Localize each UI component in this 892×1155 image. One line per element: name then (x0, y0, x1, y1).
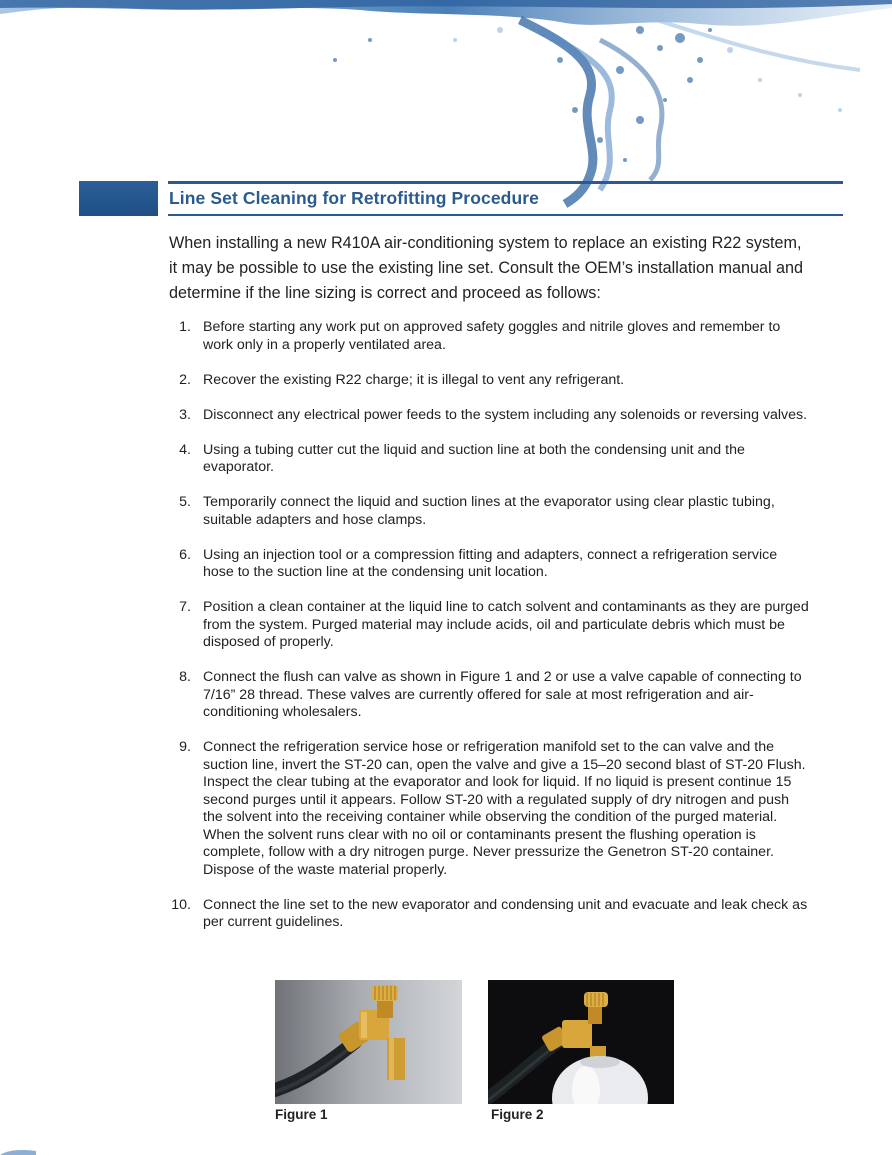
step-text: Recover the existing R22 charge; it is illegal to vent any refrigerant. (203, 371, 625, 388)
list-item (169, 407, 809, 425)
step-number: 1. (179, 319, 191, 335)
list-item (169, 372, 809, 390)
step-text: Before starting any work put on approved safety goggles and nitrile gloves and remember to work only in a properly ventilated area. (203, 319, 781, 353)
section-color-block (79, 181, 158, 216)
step-text: Temporarily connect the liquid and suction lines at the evaporator using clear plastic tubing, suitable adapters and hose clamps. (203, 494, 775, 528)
step-text: Using an injection tool or a compression fitting and adapters, connect a refrigeration service hose to the suction line at the condensing unit location. (203, 546, 778, 580)
procedure-steps (169, 319, 809, 949)
corner-water-accent (0, 1148, 36, 1155)
step-number: 6. (179, 546, 191, 563)
page-title: Line Set Cleaning for Retrofitting Procedure (169, 188, 539, 208)
step-text: Connect the flush can valve as shown in Figure 1 and 2 or use a valve capable of connecting to 7/16” 28 thread. These valves are currently offered for sale at most refrigeration and air-conditioning wholesalers. (203, 669, 802, 720)
list-item (169, 897, 809, 932)
step-number: 2. (179, 371, 191, 388)
step-number: 10. (171, 896, 191, 913)
list-item (169, 739, 809, 879)
step-number: 7. (179, 599, 191, 615)
figure-2-caption: Figure 2 (491, 1107, 544, 1122)
figure-1-caption: Figure 1 (275, 1107, 328, 1122)
list-item (169, 669, 809, 722)
figure-2-photo (488, 980, 674, 1104)
step-number: 9. (179, 739, 191, 755)
valve-on-hose-icon (275, 980, 462, 1104)
valve-on-can-icon (488, 980, 674, 1104)
list-item (169, 442, 809, 477)
step-text: Connect the refrigeration service hose or refrigeration manifold set to the can valve and the suction line, invert the ST-20 can, open the valve and give a 15–20 second blast of ST-20 Flush. Inspect the clear tubing at the evaporator and look for liquid. If no liquid is present continue 15 second purges until it appears. Follow ST-20 with a regulated supply of dry nitrogen and push the solvent into the receiving container while observing the condition of the purged material. When the solvent runs clear with no oil or contaminants present the flushing operation is complete, follow with a dry nitrogen purge. Never pressurize the Genetron ST-20 container. Dispose of the waste material properly. (203, 739, 806, 878)
intro-paragraph: When installing a new R410A air-conditioning system to replace an existing R22 system, it may be possible to use the existing line set. Consult the OEM’s installation manual and determine if the line sizing is correct and proceed as follows: (169, 234, 804, 302)
step-text: Disconnect any electrical power feeds to the system including any solenoids or reversing valves. (203, 406, 808, 423)
step-number: 8. (179, 669, 191, 685)
list-item (169, 599, 809, 652)
step-number: 3. (179, 406, 191, 423)
title-rule-top (168, 181, 843, 184)
title-rule-bottom (168, 214, 843, 216)
figure-1-photo (275, 980, 462, 1104)
list-item (169, 547, 809, 582)
step-text: Position a clean container at the liquid line to catch solvent and contaminants as they are purged from the system. Purged material may include acids, oil and particulate debris which must be disposed of properly. (203, 599, 809, 650)
step-number: 5. (179, 494, 191, 510)
step-number: 4. (179, 441, 191, 458)
step-text: Connect the line set to the new evaporator and condensing unit and evacuate and leak check as per current guidelines. (203, 896, 808, 930)
list-item (169, 494, 809, 529)
list-item (169, 319, 809, 354)
step-text: Using a tubing cutter cut the liquid and suction line at both the condensing unit and the evaporator. (203, 441, 745, 475)
